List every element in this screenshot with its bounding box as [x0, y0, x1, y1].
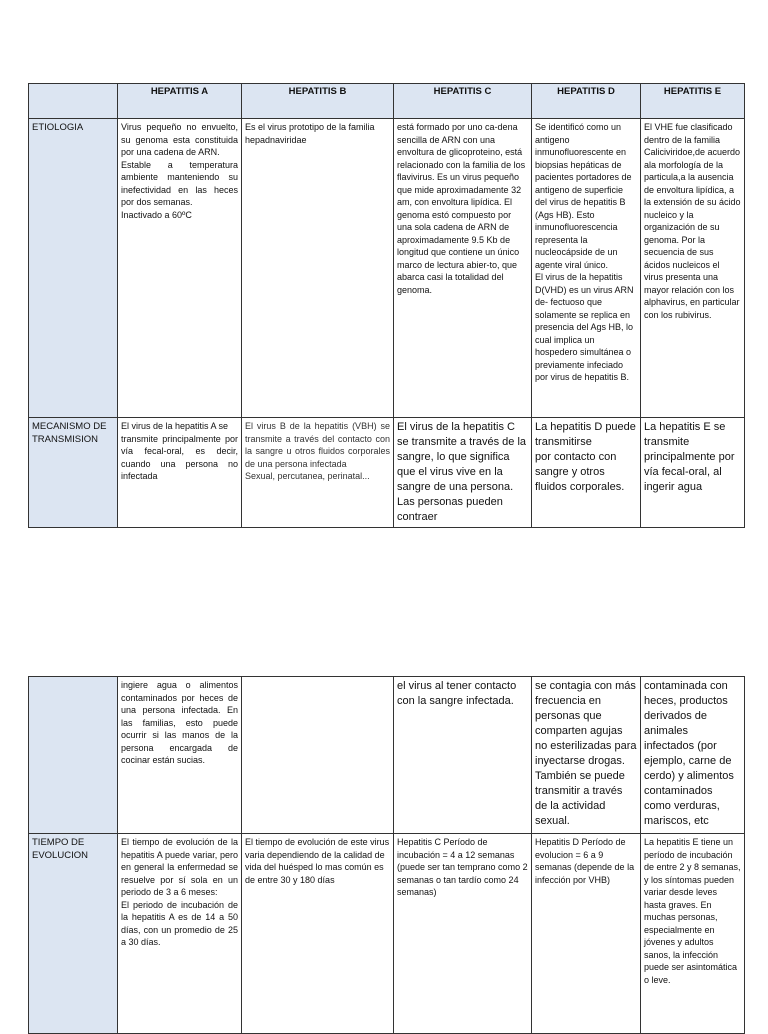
cell-etiologia-a: Virus pequeño no envuelto, su genoma esta constituida por una cadena de ARN. Estable a temperatura ambiente manteniendo su inefectividad en las heces por dos semanas. Inactivado a 60ºC — [118, 119, 242, 418]
row-label-mecanismo-continued — [29, 677, 118, 834]
cell-mecanismo-cont-c: el virus al tener contacto con la sangre infectada. — [394, 677, 532, 834]
row-label-etiologia: ETIOLOGIA — [29, 119, 118, 418]
header-hepatitis-c: HEPATITIS C — [394, 84, 532, 119]
cell-mecanismo-c: El virus de la hepatitis C se transmite a través de la sangre, lo que significa que el virus vive en la sangre de una persona. Las personas pueden contraer — [394, 418, 532, 528]
header-hepatitis-b: HEPATITIS B — [242, 84, 394, 119]
hepatitis-table-page-1 — [28, 83, 745, 528]
header-corner — [29, 84, 118, 119]
cell-mecanismo-b: El virus B de la hepatitis (VBH) se transmite a través del contacto con la sangre u otros fluidos corporales de una persona infectada Sexual, percutanea, perinatal... — [242, 418, 394, 528]
row-label-mecanismo: MECANISMO DE TRANSMISION — [29, 418, 118, 528]
cell-mecanismo-e: La hepatitis E se transmite principalmente por vía fecal-oral, al ingerir agua — [641, 418, 745, 528]
cell-etiologia-c: está formado por uno ca-dena sencilla de ARN con una envoltura de glicoproteino, está relacionado con la familia de los flavivirus. Es un virus pequeño que mide aproximadamente 32 am, con envoltura lipídica. El genoma estó compuesto por una sola cadena de ARN de aproximadamente 9.5 Kb de longitud que contiene un único marco de lectura abier-to, que abarca casi la totalidad del genoma. — [394, 119, 532, 418]
row-etiologia — [29, 119, 745, 418]
cell-mecanismo-cont-e: contaminada con heces, productos derivados de animales infectados (por ejemplo, carne de cerdo) y alimentos contaminados como verduras, mariscos, etc — [641, 677, 745, 834]
header-hepatitis-e: HEPATITIS E — [641, 84, 745, 119]
cell-mecanismo-a: El virus de la hepatitis A se transmite principalmente por vía fecal-oral, es decir, cuando una persona no infectada — [118, 418, 242, 528]
cell-etiologia-d: Se identificó como un antigeno inmunofluorescente en biopsias hepáticas de pacientes portadores de antigeno de superficie del virus de hepatitis B (Ags HB). Esto inmunofluorescencia representa la nucleocápside de un agente viral único. El virus de la hepatitis D(VHD) es un virus ARN de- fectuoso que solamente se replica en presencia del Ags HB, lo cual implica un hospedero simultánea o previamente infeciado por virus de hepatitis B. — [532, 119, 641, 418]
cell-tiempo-a: El tiempo de evolución de la hepatitis A puede variar, pero en general la enfermedad se resuelve por sí sola en un periodo de 3 a 6 meses: El periodo de incubación de la hepatitis A es de 14 a 50 días, con un promedio de 25 a 30 días. — [118, 834, 242, 1034]
row-label-tiempo: TIEMPO DE EVOLUCION — [29, 834, 118, 1034]
cell-tiempo-e: La hepatitis E tiene un período de incubación de entre 2 y 8 semanas, y los síntomas pueden variar desde leves hasta graves. En muchas personas, especialmente en jóvenes y adultos sanos, la infección puede ser asintomática o leve. — [641, 834, 745, 1034]
row-mecanismo — [29, 418, 745, 528]
cell-etiologia-e: El VHE fue clasificado dentro de la familia Caliciviridoe,de acuerdo ala morfología de la particula,a la ausencia de envoltura lipídica, a la extensión de su ácido nucleico y la organización de su genoma. Por la secuencia de sus ácidos nucleicos el virus presenta una mayor relación con los alphavirus, en particular con los rubivirus. — [641, 119, 745, 418]
header-row — [29, 84, 745, 119]
cell-etiologia-b: Es el virus prototipo de la familia hepadnaviridae — [242, 119, 394, 418]
cell-tiempo-c: Hepatitis C Período de incubación = 4 a 12 semanas (puede ser tan temprano como 2 semanas o tan tardío como 24 semanas) — [394, 834, 532, 1034]
row-tiempo — [29, 834, 745, 1034]
cell-mecanismo-d: La hepatitis D puede transmitirse por contacto con sangre y otros fluidos corporales. — [532, 418, 641, 528]
cell-tiempo-b: El tiempo de evolución de este virus varia dependiendo de la calidad de vida del huésped lo mas común es de entre 30 y 180 días — [242, 834, 394, 1034]
cell-mecanismo-cont-d: se contagia con más frecuencia en personas que comparten agujas no esterilizadas para inyectarse drogas. También se puede transmitir a través de la actividad sexual. — [532, 677, 641, 834]
cell-mecanismo-cont-a: ingiere agua o alimentos contaminados por heces de una persona infectada. En las familias, esto puede ocurrir si las manos de la persona encargada de cocinar están sucias. — [118, 677, 242, 834]
cell-tiempo-d: Hepatitis D Período de evolucion = 6 a 9 semanas (depende de la infección por VHB) — [532, 834, 641, 1034]
cell-mecanismo-cont-b — [242, 677, 394, 834]
header-hepatitis-a: HEPATITIS A — [118, 84, 242, 119]
header-hepatitis-d: HEPATITIS D — [532, 84, 641, 119]
row-mecanismo-continued — [29, 677, 745, 834]
hepatitis-table-page-2 — [28, 676, 745, 1034]
